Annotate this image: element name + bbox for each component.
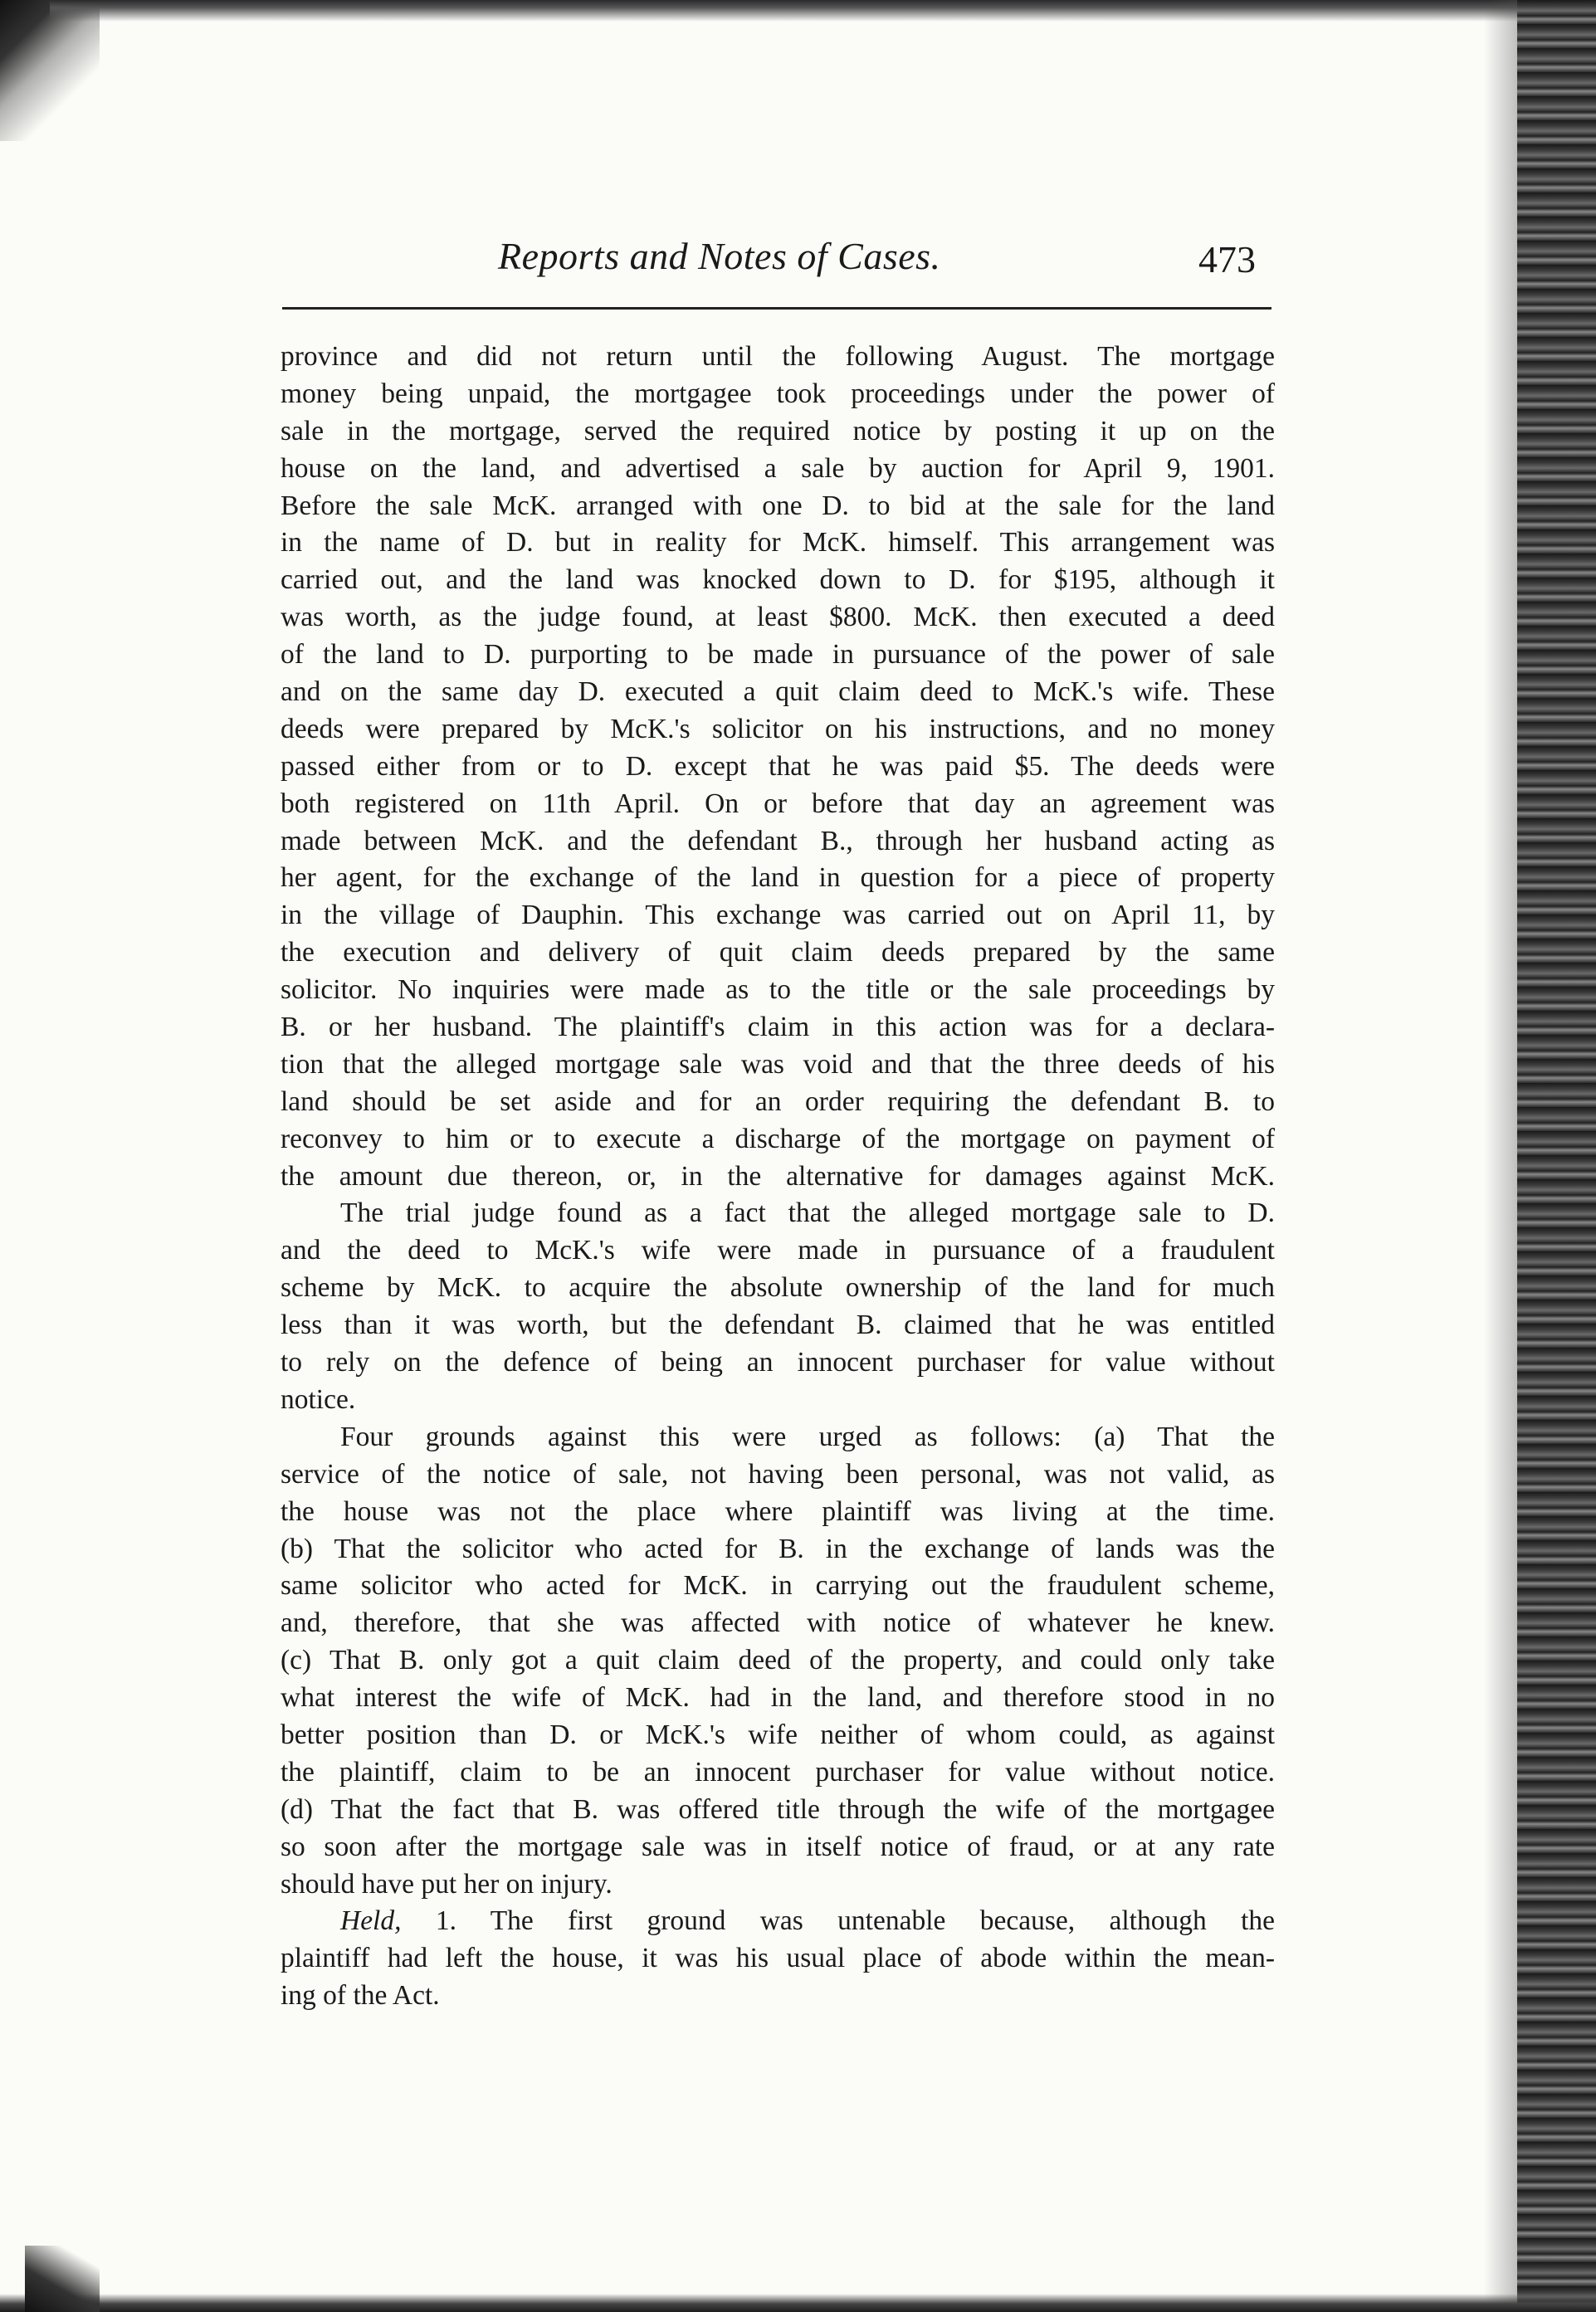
scan-book-edge-right bbox=[1517, 0, 1596, 2312]
paragraph-3 bbox=[281, 1419, 1275, 1904]
text-line: money being unpaid, the mortgagee took proceedings under the power of bbox=[281, 378, 1275, 409]
text-line: and the deed to McK.'s wife were made in pursuance of a fraudulent bbox=[281, 1235, 1275, 1266]
header-rule bbox=[282, 307, 1271, 310]
text-line: so soon after the mortgage sale was in itself notice of fraud, or at any rate bbox=[281, 1831, 1275, 1862]
text-line: her agent, for the exchange of the land in question for a piece of property bbox=[281, 862, 1275, 894]
text-line: solicitor. No inquiries were made as to the title or the sale proceedings by bbox=[281, 974, 1275, 1006]
text-line: both registered on 11th April. On or before that day an agreement was bbox=[281, 788, 1275, 819]
text-line: Before the sale McK. arranged with one D. to bid at the sale for the land bbox=[281, 490, 1275, 521]
scan-shadow-bottom bbox=[0, 2294, 1596, 2312]
text-span: 1. The first ground was untenable because, although the bbox=[401, 1905, 1275, 1937]
text-line bbox=[281, 1903, 1275, 1940]
text-line: and on the same day D. executed a quit claim deed to McK.'s wife. These bbox=[281, 676, 1275, 708]
paragraph-2 bbox=[281, 1195, 1275, 1418]
text-line: to rely on the defence of being an innocent purchaser for value without bbox=[281, 1347, 1275, 1378]
text-line: service of the notice of sale, not having been personal, was not valid, as bbox=[281, 1458, 1275, 1490]
text-line: less than it was worth, but the defendant B. claimed that he was entitled bbox=[281, 1310, 1275, 1341]
text-line: should have put her on injury. bbox=[281, 1868, 613, 1900]
text-line: the plaintiff, claim to be an innocent purchaser for value without notice. bbox=[281, 1756, 1275, 1788]
text-line: made between McK. and the defendant B., through her husband acting as bbox=[281, 825, 1275, 856]
text-line: in the village of Dauphin. This exchange was carried out on April 11, by bbox=[281, 900, 1275, 931]
text-line: house on the land, and advertised a sale by auction for April 9, 1901. bbox=[281, 452, 1275, 484]
text-line: Four grounds against this were urged as follows: (a) That the bbox=[340, 1421, 1275, 1452]
scan-shadow-bottom-left bbox=[25, 2246, 100, 2312]
text-line: the house was not the place where plaintiff was living at the time. bbox=[281, 1495, 1275, 1527]
text-line: passed either from or to D. except that he was paid $5. The deeds were bbox=[281, 750, 1275, 782]
scan-shadow-right-fade bbox=[1484, 0, 1517, 2312]
text-line: B. or her husband. The plaintiff's claim in this action was for a declara- bbox=[281, 1012, 1275, 1043]
running-title: Reports and Notes of Cases. bbox=[498, 235, 941, 277]
text-line: of the land to D. purporting to be made in pursuance of the power of sale bbox=[281, 639, 1275, 671]
text-line: better position than D. or McK.'s wife neither of whom could, as against bbox=[281, 1719, 1275, 1750]
scan-shadow-top bbox=[50, 0, 1577, 22]
text-line: deeds were prepared by McK.'s solicitor on his instructions, and no money bbox=[281, 713, 1275, 744]
page-body bbox=[281, 339, 1275, 2015]
held-label: Held, bbox=[340, 1905, 402, 1937]
text-line: land should be set aside and for an order requiring the defendant B. to bbox=[281, 1085, 1275, 1117]
text-line: (d) That the fact that B. was offered title through the wife of the mortgagee bbox=[281, 1793, 1275, 1825]
text-line: same solicitor who acted for McK. in carrying out the fraudulent scheme, bbox=[281, 1570, 1275, 1602]
text-line: the execution and delivery of quit claim deeds prepared by the same bbox=[281, 937, 1275, 968]
paragraph-1 bbox=[281, 339, 1275, 1195]
text-line: what interest the wife of McK. had in the land, and therefore stood in no bbox=[281, 1682, 1275, 1714]
text-line: sale in the mortgage, served the required notice by posting it up on the bbox=[281, 415, 1275, 446]
text-line: was worth, as the judge found, at least $800. McK. then executed a deed bbox=[281, 602, 1275, 633]
text-line: (b) That the solicitor who acted for B. in the exchange of lands was the bbox=[281, 1533, 1275, 1564]
text-line: reconvey to him or to execute a discharge of the mortgage on payment of bbox=[281, 1123, 1275, 1154]
text-line: (c) That B. only got a quit claim deed of the property, and could only take bbox=[281, 1645, 1275, 1676]
text-line: scheme by McK. to acquire the absolute ownership of the land for much bbox=[281, 1272, 1275, 1304]
text-line: plaintiff had left the house, it was his usual place of abode within the mean- bbox=[281, 1943, 1275, 1974]
running-head bbox=[0, 234, 1596, 300]
text-line: province and did not return until the following August. The mortgage bbox=[281, 341, 1275, 372]
text-line: in the name of D. but in reality for McK. himself. This arrangement was bbox=[281, 527, 1275, 558]
text-line: ing of the Act. bbox=[281, 1980, 440, 2012]
page-number: 473 bbox=[1198, 238, 1256, 280]
text-line: and, therefore, that she was affected with notice of whatever he knew. bbox=[281, 1607, 1275, 1639]
text-line: notice. bbox=[281, 1383, 356, 1415]
text-line: carried out, and the land was knocked down to D. for $195, although it bbox=[281, 564, 1275, 596]
text-line: The trial judge found as a fact that the alleged mortgage sale to D. bbox=[340, 1197, 1275, 1229]
text-line: tion that the alleged mortgage sale was void and that the three deeds of his bbox=[281, 1048, 1275, 1080]
paragraph-4 bbox=[281, 1903, 1275, 2015]
text-line: the amount due thereon, or, in the alternative for damages against McK. bbox=[281, 1160, 1275, 1192]
